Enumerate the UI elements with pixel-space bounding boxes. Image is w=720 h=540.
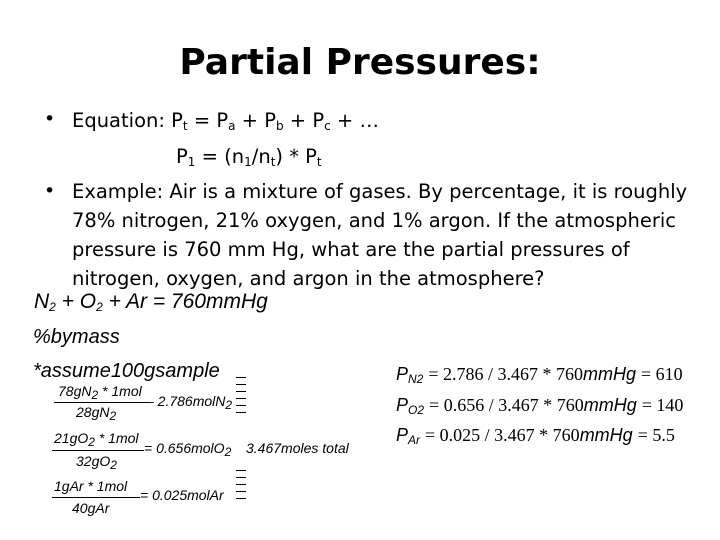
example-line-2: 78% nitrogen, 21% oxygen, and 1% argon. If the atmospheric <box>72 209 676 232</box>
tick-marks <box>236 470 246 499</box>
o2-result: = 0.656molO$_2$ <box>144 440 232 459</box>
assume-label: *assume100gsample <box>33 360 220 382</box>
fraction-bar <box>52 497 140 498</box>
slide-title: Partial Pressures: <box>179 42 541 83</box>
total-moles: 3.467moles total <box>246 440 349 456</box>
bullet-marker: • <box>44 180 56 202</box>
result-ar: $P_{Ar} = 0.025 / 3.467$ * 760mmHg = 5.5 <box>396 425 675 447</box>
n2-numerator: $78gN_2 * 1mol$ <box>58 383 142 402</box>
example-line-4: nitrogen, oxygen, and argon in the atmosphere? <box>72 267 545 290</box>
example-line-3: pressure is 760 mm Hg, what are the partial pressures of <box>72 238 630 261</box>
ar-result: = 0.025molAr <box>140 487 224 503</box>
fraction-bar <box>54 402 150 403</box>
n2-result: – 2.786molN$_2$ <box>146 393 233 412</box>
example-text <box>72 177 712 293</box>
o2-denominator: $32gO_2$ <box>76 453 117 472</box>
example-line-1: Example: Air is a mixture of gases. By percentage, it is roughly <box>72 180 688 203</box>
ar-numerator: 1gAr * 1mol <box>54 478 128 494</box>
ar-denominator: 40gAr <box>72 500 110 516</box>
sum-equation: $N_2 + O_2 + Ar$ = 760mmHg <box>34 290 268 314</box>
n2-denominator: $28gN_2$ <box>76 404 117 423</box>
fraction-bar <box>52 450 144 451</box>
equation-line-1: Equation: $P_t = P_a + P_b + P_c$ + … <box>72 109 379 133</box>
result-n2: $P_{N2} = 2.786 / 3.467$ * 760mmHg = 610 <box>396 364 683 386</box>
result-o2: $P_{O2} = 0.656 / 3.467$ * 760mmHg = 140 <box>396 395 684 417</box>
equation-line-2: $P_1 = (n_1/n_t) * P_t$ <box>176 145 322 169</box>
by-mass-label: %bymass <box>33 326 120 348</box>
o2-numerator: $21gO_2 * 1mol$ <box>54 430 139 449</box>
bullet-marker: • <box>44 108 56 130</box>
equation-label: Equation: <box>72 109 165 132</box>
tick-marks <box>236 377 246 413</box>
